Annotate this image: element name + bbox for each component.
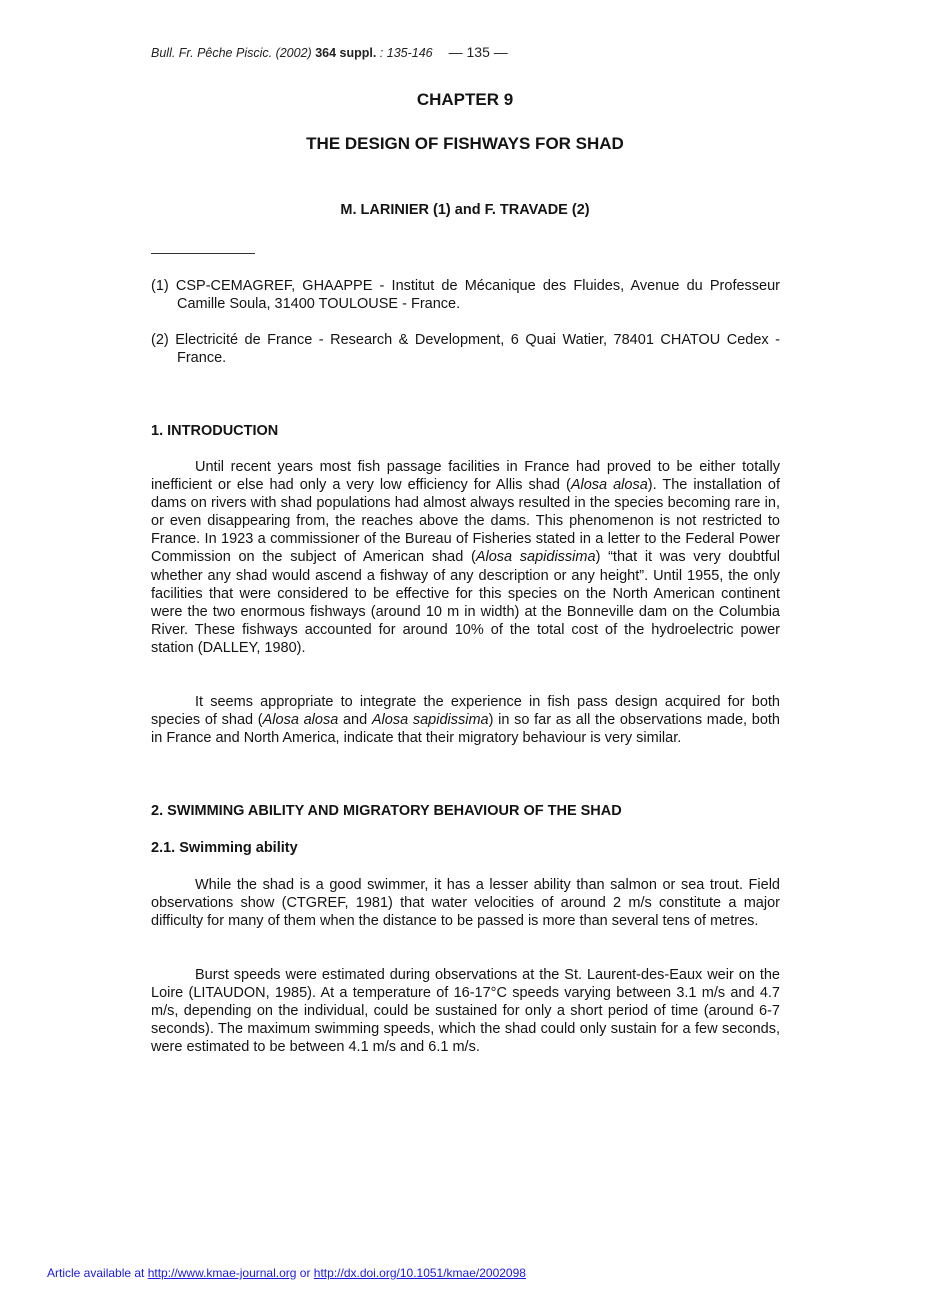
species-name: Alosa alosa (262, 712, 339, 729)
species-name: Alosa alosa (570, 477, 648, 494)
swimming-paragraph-1: While the shad is a good swimmer, it has a lesser ability than salmon or sea trout. Field observations show (CTGREF, 1981) that water velocities of around 2 m/s constitute a major difficulty for many of them when the distance to be passed is more than several tens of metres. (151, 877, 780, 930)
authors: M. LARINIER (1) and F. TRAVADE (2) (340, 202, 590, 218)
swimming-paragraph-2: Burst speeds were estimated during observations at the St. Laurent-des-Eaux weir on the Loire (LITAUDON, 1985). At a temperature of 16-17°C speeds varying between 3.1 m/s and 4.7 m/s, depending on the individual, could be sustained for only a short period of time (around 6-7 seconds). The maximum swimming speeds, which the shad could only sustain for a few seconds, were estimated to be between 4.1 m/s and 6.1 m/s. (151, 967, 780, 1056)
volume: 364 suppl. (315, 46, 377, 60)
intro-paragraph-2: It seems appropriate to integrate the experience in fish pass design acquired for both species of shad (Alosa alosa and Alosa sapidissima) in so far as all the observations made, both in France and North America, indicate that their migratory behaviour is very similar. (151, 694, 781, 747)
species-name: Alosa sapidissima (475, 549, 596, 566)
footnote-rule (151, 253, 255, 254)
running-head (151, 44, 508, 60)
page-number: — 135 — (448, 44, 508, 60)
subsection-heading-swimming-ability: 2.1. Swimming ability (151, 840, 298, 856)
intro-paragraph-1: Until recent years most fish passage facilities in France had proved to be either totally inefficient or else had only a very low efficiency for Allis shad (Alosa alosa). The installation of dams on rivers with shad populations had almost always resulted in the species becoming rare in, or even disappearing from, the reaches above the dams. This phenomenon is not restricted to France. In 1923 a commissioner of the Bureau of Fisheries stated in a letter to the Federal Power Commission on the subject of American shad (Alosa sapidissima) “that it was very doubtful whether any shad would ascend a fishway of any description or any height”. Until 1955, the only facilities that were considered to be effective for this species on the North American continent were the two enormous fishways (around 10 m in width) at the Bonneville dam on the Columbia River. These fishways accounted for around 10% of the total cost of the hydroelectric power station (DALLEY, 1980). (151, 459, 781, 656)
species-name: Alosa sapidissima (371, 712, 489, 729)
journal-link[interactable]: http://www.kmae-journal.org (147, 1266, 297, 1280)
affiliation-2: (2) Electricité de France - Research & Development, 6 Quai Watier, 78401 CHATOU Cedex - France. (151, 332, 780, 366)
article-footer (47, 1266, 526, 1280)
chapter-label: CHAPTER 9 (416, 90, 514, 109)
chapter-title: THE DESIGN OF FISHWAYS FOR SHAD (306, 134, 624, 153)
affiliation-1: (1) CSP-CEMAGREF, GHAAPPE - Institut de Mécanique des Fluides, Avenue du Professeur Camille Soula, 31400 TOULOUSE - France. (151, 278, 780, 312)
journal-citation: Bull. Fr. Pêche Piscic. (2002) (151, 46, 316, 60)
section-heading-swimming: 2. SWIMMING ABILITY AND MIGRATORY BEHAVIOUR OF THE SHAD (151, 803, 622, 819)
footer-or: or (296, 1266, 314, 1280)
page-range: : 135-146 (376, 46, 433, 60)
doi-link[interactable]: http://dx.doi.org/10.1051/kmae/2002098 (313, 1266, 526, 1280)
footer-prefix: Article available at (47, 1266, 148, 1280)
section-heading-introduction: 1. INTRODUCTION (151, 423, 279, 439)
